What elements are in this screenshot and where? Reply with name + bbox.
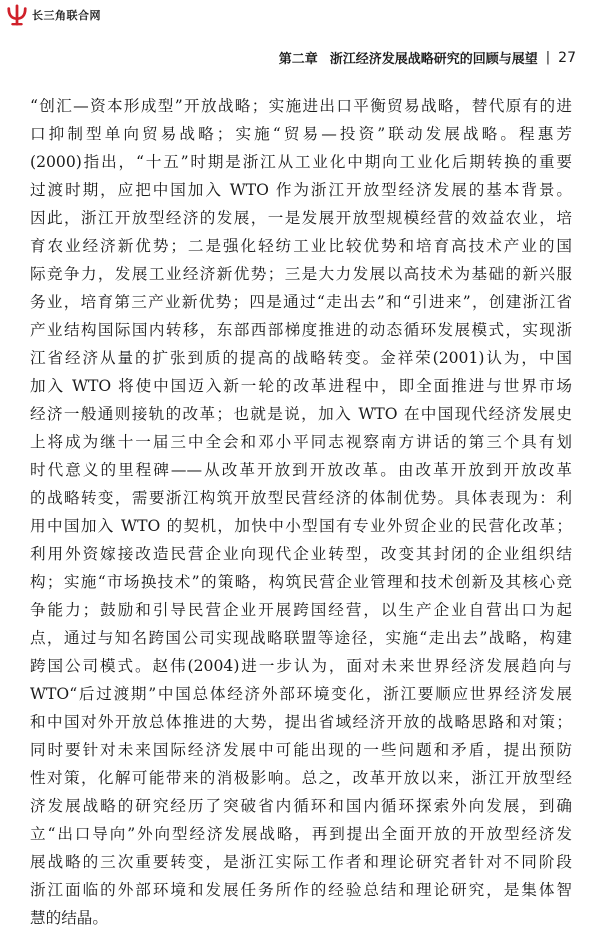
chapter-label: 第二章 bbox=[278, 52, 318, 67]
text-line: 产业结构国际国内转移，东部西部梯度推进的动态循环发展模式，实现浙 bbox=[30, 321, 572, 339]
text-line: (2000)指出，“十五”时期是浙江从工业化中期向工业化后期转换的重要 bbox=[30, 153, 572, 171]
site-name: 长三角联合网 bbox=[32, 9, 101, 22]
text-line: WTO“后过渡期”中国总体经济外部环境变化，浙江要顺应世界经济发展 bbox=[30, 685, 572, 703]
text-line: 慧的结晶。 bbox=[30, 909, 108, 927]
text-line: 济发展战略的研究经历了突破省内循环和国内循环探索外向发展，到确 bbox=[30, 797, 572, 815]
text-line: 口抑制型单向贸易战略；实施“贸易—投资”联动发展战略。程惠芳 bbox=[30, 125, 572, 143]
text-line: 展战略的三次重要转变，是浙江实际工作者和理论研究者针对不同阶段 bbox=[30, 853, 572, 871]
page-number: 27 bbox=[558, 49, 576, 66]
text-line: 立“出口导向”外向型经济发展战略，再到提出全面开放的开放型经济发 bbox=[30, 825, 572, 843]
text-line: 际竞争力，发展工业经济新优势；三是大力发展以高技术为基础的新兴服 bbox=[30, 265, 572, 283]
text-line: 和中国对外开放总体推进的大势，提出省域经济开放的战略思路和对策； bbox=[30, 713, 572, 731]
text-line: 同时要针对未来国际经济发展中可能出现的一些问题和矛盾，提出预防 bbox=[30, 741, 572, 759]
text-line: “创汇—资本形成型”开放战略；实施进出口平衡贸易战略，替代原有的进 bbox=[30, 97, 572, 115]
text-line: 上将成为继十一届三中全会和邓小平同志视察南方讲话的第三个具有划 bbox=[30, 433, 572, 451]
header-separator: | bbox=[545, 50, 551, 65]
text-line: 争能力；鼓励和引导民营企业开展跨国经营，以生产企业自营出口为起 bbox=[30, 601, 572, 619]
psi-logo-icon bbox=[6, 4, 28, 26]
text-line: 经济一般通则接轨的改革；也就是说，加入 WTO 在中国现代经济发展史 bbox=[30, 405, 572, 423]
text-line: 点，通过与知名跨国公司实现战略联盟等途径，实施“走出去”战略，构建 bbox=[30, 629, 572, 647]
text-line: 育农业经济新优势；二是强化轻纺工业比较优势和培育高技术产业的国 bbox=[30, 237, 572, 255]
text-line: 加入 WTO 将使中国迈入新一轮的改革进程中，即全面推进与世界市场 bbox=[30, 377, 572, 395]
text-line: 跨国公司模式。赵伟(2004)进一步认为，面对未来世界经济发展趋向与 bbox=[30, 657, 572, 675]
chapter-title: 浙江经济发展战略研究的回顾与展望 bbox=[329, 52, 538, 67]
text-line: 浙江面临的外部环境和发展任务所作的经验总结和理论研究，是集体智 bbox=[30, 881, 572, 899]
text-line: 江省经济从量的扩张到质的提高的战略转变。金祥荣(2001)认为，中国 bbox=[30, 349, 572, 367]
site-badge bbox=[6, 4, 101, 26]
running-header bbox=[279, 48, 576, 67]
body-text bbox=[30, 92, 572, 932]
text-line: 务业，培育第三产业新优势；四是通过“走出去”和“引进来”，创建浙江省 bbox=[30, 293, 572, 311]
text-line: 因此，浙江开放型经济的发展，一是发展开放型规模经营的效益农业，培 bbox=[30, 209, 572, 227]
text-line: 的战略转变，需要浙江构筑开放型民营经济的体制优势。具体表现为：利 bbox=[30, 489, 572, 507]
text-line: 性对策，化解可能带来的消极影响。总之，改革开放以来，浙江开放型经 bbox=[30, 769, 572, 787]
text-line: 时代意义的里程碑——从改革开放到开放改革。由改革开放到开放改革 bbox=[30, 461, 572, 479]
text-line: 过渡时期，应把中国加入 WTO 作为浙江开放型经济发展的基本背景。 bbox=[30, 181, 572, 199]
text-line: 利用外资嫁接改造民营企业向现代企业转型，改变其封闭的企业组织结 bbox=[30, 545, 572, 563]
text-line: 用中国加入 WTO 的契机，加快中小型国有专业外贸企业的民营化改革； bbox=[30, 517, 572, 535]
text-line: 构；实施“市场换技术”的策略，构筑民营企业管理和技术创新及其核心竞 bbox=[30, 573, 572, 591]
